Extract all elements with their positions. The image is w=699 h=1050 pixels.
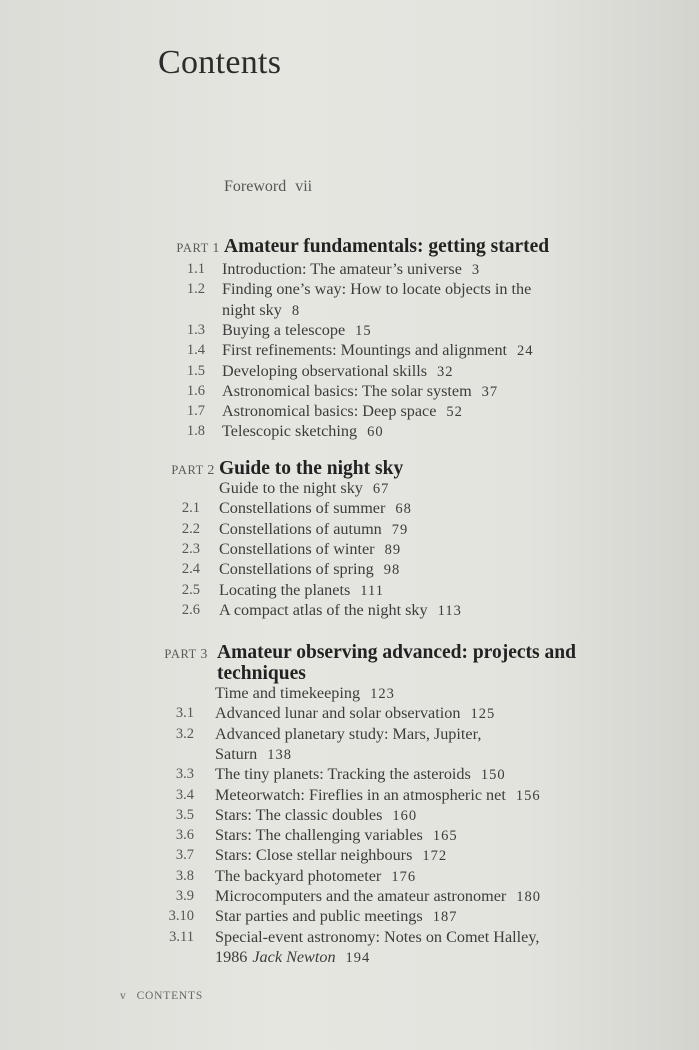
toc-entry[interactable]: [0, 381, 699, 401]
toc-entry[interactable]: [0, 300, 699, 320]
toc-entry-title: Astronomical basics: The solar system: [222, 381, 472, 400]
toc-entry[interactable]: [0, 764, 699, 784]
toc-entry[interactable]: [0, 683, 699, 703]
toc-entry-title: Microcomputers and the amateur astronomer: [215, 887, 507, 905]
toc-entry-title: Stars: The challenging variables: [215, 826, 423, 845]
toc-entry[interactable]: [0, 703, 699, 723]
toc-entry-number: 3.4: [175, 786, 194, 803]
toc-entry[interactable]: [0, 401, 699, 421]
toc-entry-text-wrap: [219, 580, 384, 601]
toc-entry-number: 1.6: [186, 382, 205, 399]
toc-entry-title: Buying a telescope: [222, 320, 346, 339]
part-2-label: PART 2: [171, 463, 215, 478]
toc-entry-title: Guide to the night sky: [219, 479, 363, 497]
part-2-title: Guide to the night sky: [219, 458, 404, 479]
toc-entry-title: Astronomical basics: Deep space: [222, 402, 437, 421]
foreword-entry[interactable]: [224, 178, 312, 196]
toc-entry-number: 1.3: [186, 321, 205, 338]
toc-entry[interactable]: [0, 600, 699, 620]
toc-entry-text-wrap: [215, 785, 541, 806]
toc-entry-number: 3.3: [175, 766, 194, 783]
toc-entry-page: 194: [345, 949, 371, 966]
toc-entry-page: 89: [384, 541, 402, 558]
toc-entry-text-wrap: [219, 498, 412, 519]
toc-entry[interactable]: [0, 478, 699, 498]
toc-entry-page: 68: [395, 501, 412, 518]
toc-entry-page: 165: [432, 828, 458, 845]
toc-entry-title: The tiny planets: Tracking the asteroids: [215, 765, 471, 784]
toc-entry-number: 3.7: [175, 847, 194, 864]
toc-entry-title: Constellations of summer: [219, 499, 386, 518]
toc-entry-number: 1.8: [186, 423, 205, 440]
toc-entry[interactable]: [0, 886, 699, 906]
toc-entry[interactable]: [0, 825, 699, 845]
toc-entry[interactable]: [0, 498, 699, 518]
toc-entry-text-wrap: [215, 744, 292, 765]
toc-entry-number: 2.6: [181, 601, 200, 618]
footer-page-number: v: [120, 990, 127, 1002]
toc-entry-title: Constellations of spring: [219, 560, 374, 579]
toc-entry-page: 24: [517, 343, 534, 360]
toc-entry[interactable]: [0, 744, 699, 764]
toc-entry-number: 3.8: [175, 867, 194, 884]
toc-entry-page: 67: [372, 481, 390, 497]
toc-entry-number: 3.6: [175, 827, 194, 844]
toc-entry-title: Advanced lunar and solar observation: [215, 704, 461, 723]
toc-entry-page: 3: [471, 262, 481, 278]
foreword-label: Foreword: [224, 178, 287, 195]
toc-entry-title: night sky: [222, 300, 282, 319]
toc-entry-title: Finding one’s way: How to locate objects in the: [222, 280, 532, 299]
toc-entry-page: 125: [470, 706, 496, 723]
toc-entry-number: 2.1: [181, 500, 200, 517]
toc-entry-number: 1.1: [186, 261, 205, 277]
toc-entry-number: 1.4: [186, 342, 205, 359]
toc-entry-number: 3.1: [175, 705, 194, 722]
toc-entry[interactable]: [0, 785, 699, 805]
toc-entry-text-wrap: [222, 340, 534, 361]
toc-entry[interactable]: [0, 866, 699, 886]
toc-entry-page: 98: [383, 562, 401, 579]
toc-entry-text-wrap: [215, 906, 457, 927]
part-3-label: PART 3: [164, 647, 208, 662]
toc-entry-page: 187: [432, 909, 458, 926]
toc-entry-title: The backyard photometer: [215, 866, 382, 885]
toc-entry-number: 3.10: [168, 908, 194, 925]
toc-entry-title: Special-event astronomy: Notes on Comet Halley,: [215, 927, 540, 946]
toc-entry[interactable]: [0, 259, 699, 279]
toc-entry-title: Star parties and public meetings: [215, 907, 423, 926]
toc-entry[interactable]: [0, 539, 699, 559]
toc-entry-page: 138: [267, 746, 293, 763]
toc-entry-page: 52: [446, 404, 463, 421]
toc-entry-title: Telescopic sketching: [222, 422, 358, 441]
toc-entry-text-wrap: [219, 600, 462, 621]
part-1-label: PART 1: [176, 241, 220, 256]
toc-entry-text-wrap: [215, 866, 416, 887]
toc-entry-page: 156: [515, 787, 541, 804]
toc-entry-page: 176: [391, 868, 417, 885]
toc-entry-text-wrap: [222, 381, 498, 402]
toc-entry[interactable]: [0, 724, 699, 744]
toc-entry-page: 172: [422, 848, 448, 865]
toc-entry-title: Introduction: The amateur’s universe: [222, 260, 462, 278]
toc-entry[interactable]: [0, 947, 699, 967]
toc-entry[interactable]: [0, 320, 699, 340]
toc-entry-page: 160: [392, 807, 418, 824]
toc-entry-title: First refinements: Mountings and alignment: [222, 341, 508, 360]
toc-entry-title: Constellations of winter: [219, 539, 375, 558]
toc-entry-number: 2.4: [181, 561, 200, 578]
toc-entry[interactable]: [0, 845, 699, 865]
toc-entry-title: Developing observational skills: [222, 361, 428, 380]
toc-entry-title: Time and timekeeping: [215, 684, 361, 702]
part-3-title: [217, 642, 576, 684]
part-3-title-line2: techniques: [217, 663, 306, 684]
toc-entry-title: Saturn: [215, 744, 258, 763]
toc-entry[interactable]: [0, 361, 699, 381]
toc-entry-text-wrap: [222, 259, 480, 280]
toc-entry-number: 1.7: [186, 403, 205, 420]
toc-entry-text-wrap: [219, 478, 389, 499]
toc-entry-title: Constellations of autumn: [219, 519, 382, 538]
toc-entry-text-wrap: [215, 886, 541, 907]
toc-entry-text-wrap: [219, 539, 401, 560]
toc-entry-number: 3.9: [175, 888, 194, 904]
toc-entry-number: 1.2: [186, 281, 205, 298]
toc-entry-page: 123: [370, 686, 395, 702]
toc-entry-title: Stars: Close stellar neighbours: [215, 846, 413, 865]
part-1-title: Amateur fundamentals: getting started: [224, 236, 550, 257]
toc-entry-page: 15: [355, 322, 372, 339]
toc-entry-page: 113: [437, 602, 462, 619]
toc-entry-text-wrap: [222, 421, 384, 442]
toc-entry-title: 1986: [215, 947, 248, 966]
toc-entry-page: 37: [481, 383, 499, 400]
toc-entry-number: 2.5: [181, 581, 200, 598]
footer-running-head: CONTENTS: [136, 990, 204, 1002]
toc-entry-page: 79: [391, 521, 409, 538]
toc-entry-page: 8: [291, 302, 301, 319]
toc-entry-text-wrap: [215, 764, 506, 785]
toc-entry-number: 2.3: [181, 540, 200, 557]
toc-entry-text-wrap: [215, 927, 539, 947]
toc-entry[interactable]: [0, 340, 699, 360]
toc-entry-text-wrap: [222, 401, 463, 422]
toc-entry[interactable]: [0, 580, 699, 600]
toc-entry-text-wrap: [215, 947, 370, 968]
toc-entry-text-wrap: [222, 300, 300, 321]
toc-entry-number: 3.5: [175, 806, 194, 823]
toc-entry-text-wrap: [222, 320, 372, 341]
toc-entry-number: 3.2: [175, 725, 194, 742]
toc-entry-number: 2.2: [181, 520, 200, 537]
toc-entry-title: Stars: The classic doubles: [215, 805, 383, 824]
toc-entry-number: 3.11: [169, 928, 194, 945]
toc-entry-page: 111: [360, 582, 384, 599]
toc-entry-text-wrap: [215, 683, 395, 704]
toc-entry-text-wrap: [219, 519, 408, 540]
part-2: [0, 458, 699, 619]
toc-entry-author: Jack Newton: [252, 947, 336, 966]
toc-entry-text-wrap: [219, 559, 400, 580]
part-3-title-line1: Amateur observing advanced: projects and: [217, 642, 576, 663]
toc-entry-page: 150: [480, 767, 506, 784]
toc-entry[interactable]: [0, 805, 699, 825]
toc-entry-page: 180: [516, 889, 542, 905]
part-3: [0, 642, 699, 966]
toc-entry[interactable]: [0, 279, 699, 299]
toc-entry-text-wrap: [215, 703, 495, 724]
running-footer: [120, 990, 203, 1002]
toc-entry-title: Advanced planetary study: Mars, Jupiter,: [215, 724, 482, 743]
toc-entry[interactable]: [0, 421, 699, 441]
toc-entry-page: 60: [367, 424, 384, 441]
toc-entry-text-wrap: [222, 279, 531, 299]
toc-entry[interactable]: [0, 559, 699, 579]
toc-entry-text-wrap: [215, 825, 458, 846]
toc-entry-text-wrap: [215, 724, 481, 744]
toc-entry[interactable]: [0, 906, 699, 926]
toc-entry-title: Meteorwatch: Fireflies in an atmospheric net: [215, 785, 506, 804]
toc-entry-title: Locating the planets: [219, 580, 351, 599]
toc-entry-text-wrap: [222, 361, 454, 382]
foreword-page: vii: [295, 178, 313, 195]
toc-entry-text-wrap: [215, 805, 417, 826]
toc-entry-page: 32: [437, 363, 454, 380]
toc-entry-title: A compact atlas of the night sky: [219, 600, 428, 619]
page-title: Contents: [158, 44, 282, 81]
toc-entry[interactable]: [0, 927, 699, 947]
toc-entry-number: 1.5: [186, 362, 205, 379]
part-1: [0, 236, 699, 441]
toc-entry[interactable]: [0, 519, 699, 539]
toc-entry-text-wrap: [215, 845, 447, 866]
